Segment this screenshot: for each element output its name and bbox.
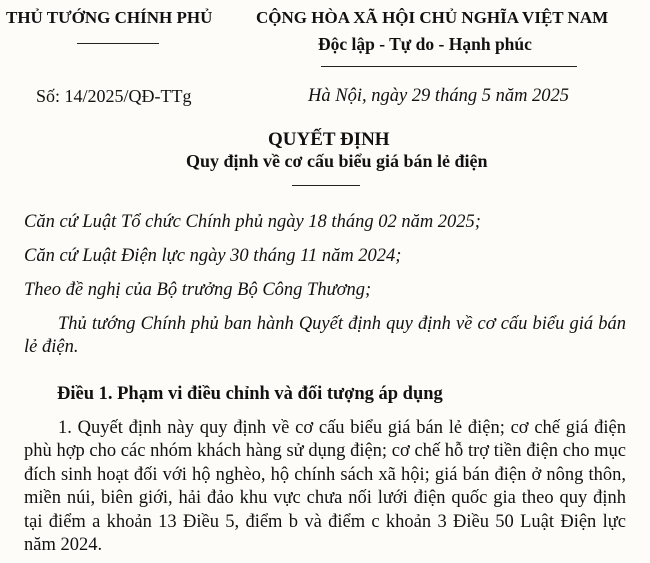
document-type-title: QUYẾT ĐỊNH: [268, 129, 390, 150]
preamble-basis-electricity-law: Căn cứ Luật Điện lực ngày 30 tháng 11 năm 2024;: [24, 246, 402, 266]
document-number: Số: 14/2025/QĐ-TTg: [36, 86, 192, 106]
authority-underline: [77, 43, 159, 44]
preamble-basis-government-law: Căn cứ Luật Tổ chức Chính phủ ngày 18 tháng 02 năm 2025;: [24, 212, 481, 232]
article-1-clause-1: 1. Quyết định này quy định về cơ cấu biểu giá bán lẻ điện; cơ chế giá điện phù hợp cho các nhóm khách hàng sử dụng điện; cơ chế hỗ trợ tiền điện cho mục đích sinh hoạt đối với hộ nghèo, hộ chính sách xã hội; giá bán điện ở nông thôn, miền núi, biên giới, hải đảo khu vực chưa nối lưới điện quốc gia theo quy định tại điểm a khoản 13 Điều 5, điểm b và điểm c khoản 3 Điều 50 Luật Điện lực năm 2024.: [24, 418, 626, 556]
issuing-authority: THỦ TƯỚNG CHÍNH PHỦ: [6, 8, 213, 27]
preamble-promulgation: Thủ tướng Chính phủ ban hành Quyết định quy định về cơ cấu biểu giá bán lẻ điện.: [24, 314, 626, 358]
document-subject: Quy định về cơ cấu biểu giá bán lẻ điện: [186, 151, 488, 171]
preamble-proposal: Theo đề nghị của Bộ trưởng Bộ Công Thương;: [24, 280, 372, 300]
title-underline: [292, 185, 360, 186]
article-1-heading: Điều 1. Phạm vi điều chỉnh và đối tượng áp dụng: [57, 384, 443, 404]
national-title: CỘNG HÒA XÃ HỘI CHỦ NGHĨA VIỆT NAM: [256, 8, 609, 27]
motto-underline: [321, 66, 577, 67]
place-and-date: Hà Nội, ngày 29 tháng 5 năm 2025: [308, 86, 570, 106]
national-motto: Độc lập - Tự do - Hạnh phúc: [318, 34, 532, 54]
